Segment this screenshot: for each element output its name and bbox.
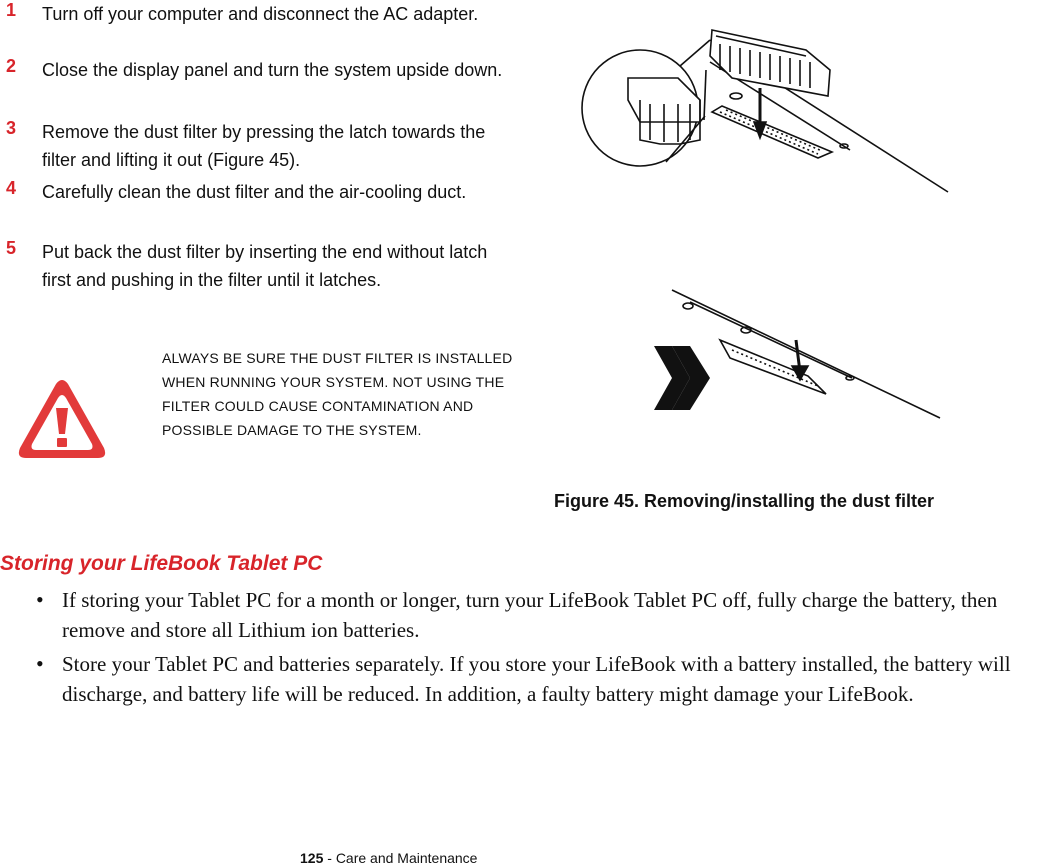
warning-triangle-icon xyxy=(16,378,108,462)
step-number: 2 xyxy=(6,56,17,76)
footer-section-title: Care and Maintenance xyxy=(335,850,478,866)
figure-dust-filter xyxy=(560,0,1037,490)
section-heading: Storing your LifeBook Tablet PC xyxy=(0,552,323,575)
bullet-icon: • xyxy=(36,587,44,612)
bullet-text: Store your Tablet PC and batteries separately. If you store your LifeBook with a battery installed, the battery will discharge, and battery life will be reduced. In addition, a faulty battery might damage your LifeBook. xyxy=(62,652,1011,706)
bullet-text: If storing your Tablet PC for a month or longer, turn your LifeBook Tablet PC off, fully charge the battery, then remove and store all Lithium ion batteries. xyxy=(62,588,998,642)
removing-illustration xyxy=(582,30,948,192)
footer-separator: - xyxy=(323,850,336,866)
step-text: Put back the dust filter by inserting the end without latch first and pushing in the filter until it latches. xyxy=(42,242,488,290)
bullet-icon: • xyxy=(36,651,44,676)
page-number: 125 xyxy=(300,850,324,866)
step-text: Remove the dust filter by pressing the latch towards the filter and lifting it out (Figure 45). xyxy=(42,122,486,170)
dust-filter-illustration xyxy=(560,0,1037,490)
step-number: 3 xyxy=(6,118,17,138)
step-number: 5 xyxy=(6,238,17,258)
step-number: 4 xyxy=(6,178,17,198)
step-text: Carefully clean the dust filter and the air-cooling duct. xyxy=(42,182,467,202)
step-text: Turn off your computer and disconnect the AC adapter. xyxy=(42,4,479,24)
step-text: Close the display panel and turn the system upside down. xyxy=(42,60,503,80)
installing-illustration xyxy=(672,290,940,418)
page-footer xyxy=(300,850,477,866)
warning-text: ALWAYS BE SURE THE DUST FILTER IS INSTALLED WHEN RUNNING YOUR SYSTEM. NOT USING THE FILTER COULD CAUSE CONTAMINATION AND POSSIBLE DAMAGE TO THE SYSTEM. xyxy=(162,350,513,438)
figure-caption: Figure 45. Removing/installing the dust filter xyxy=(554,491,935,511)
step-number: 1 xyxy=(6,0,17,20)
